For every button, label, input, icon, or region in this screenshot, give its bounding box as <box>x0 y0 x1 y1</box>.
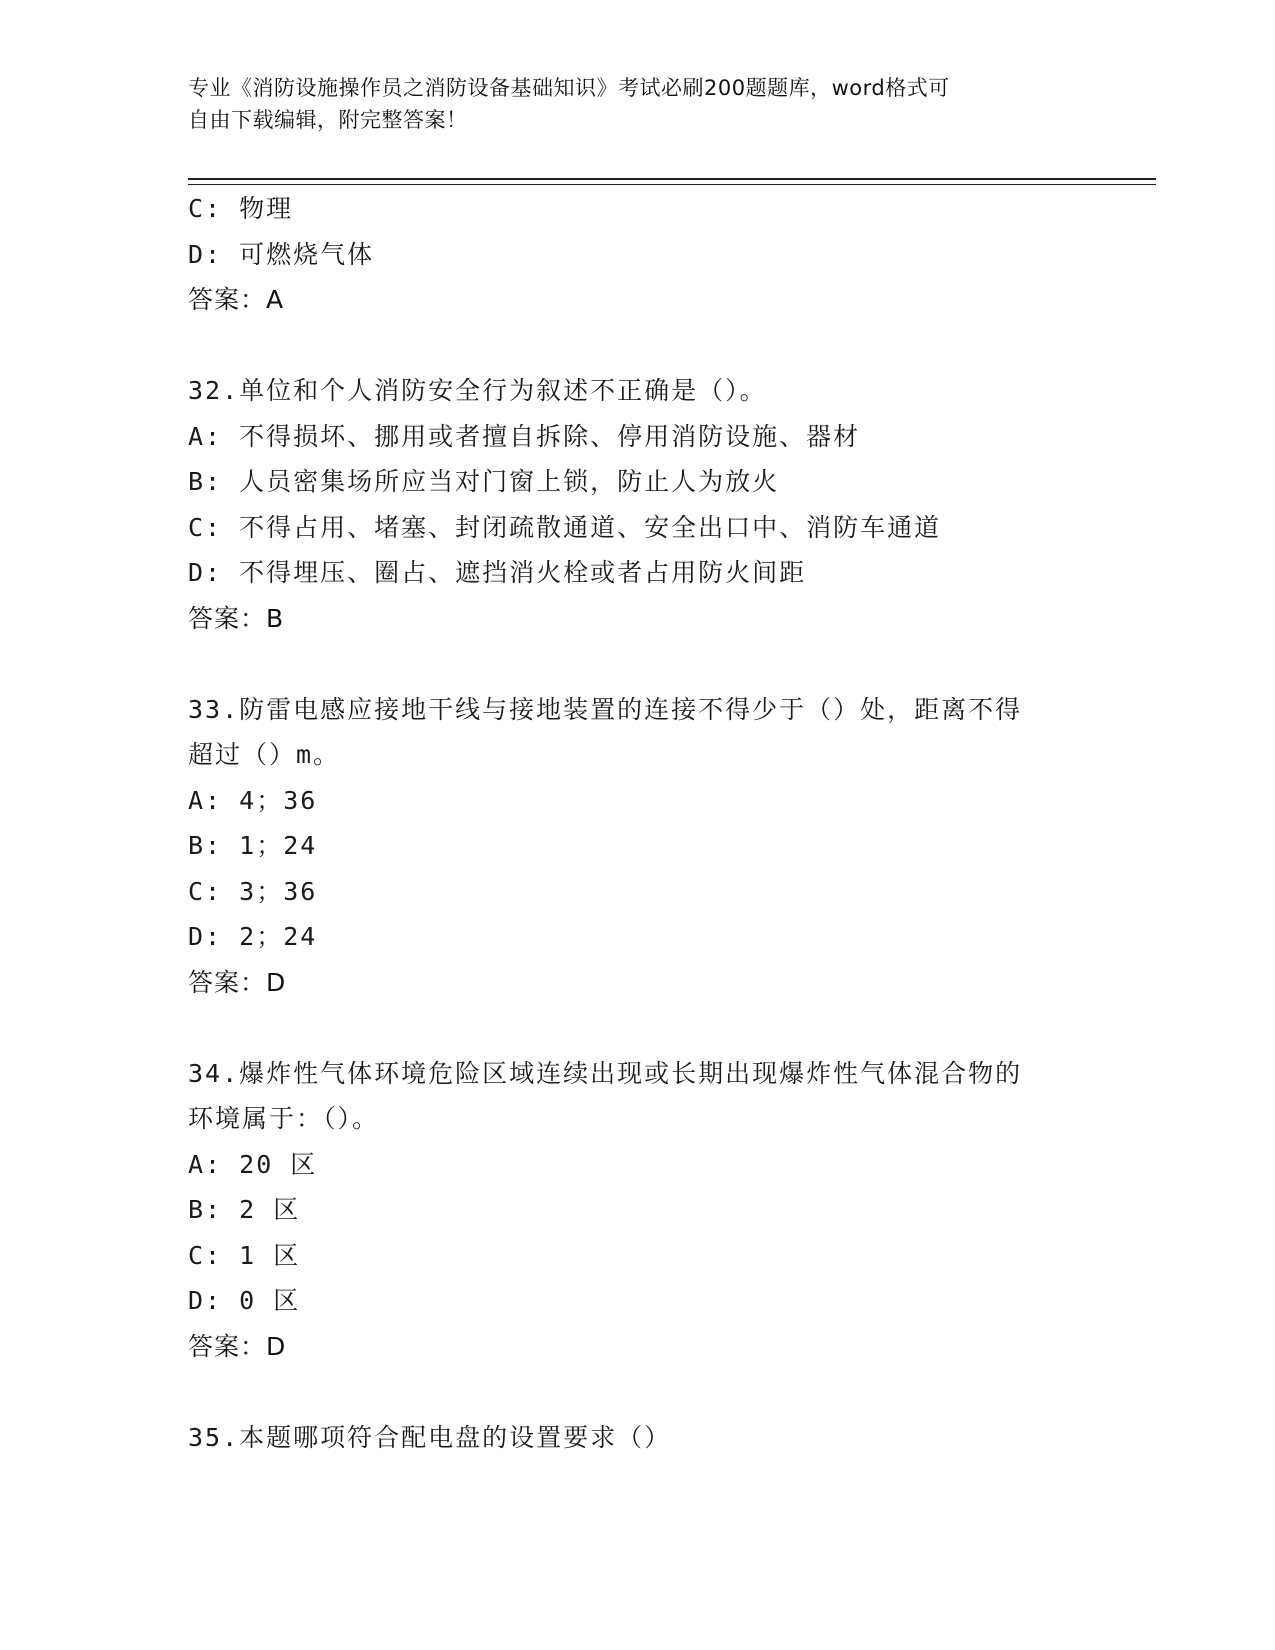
question-34 <box>188 1051 1088 1370</box>
document-header <box>188 72 1068 136</box>
spacer <box>188 1005 1088 1051</box>
question-stem-continued: 超过（）m。 <box>188 740 341 769</box>
answer-line: 答案：D <box>188 1331 287 1361</box>
option-c: C: 物理 <box>188 194 294 223</box>
option-d: D: 2；24 <box>188 922 318 951</box>
question-stem: 32.单位和个人消防安全行为叙述不正确是（）。 <box>188 376 767 405</box>
question-35 <box>188 1415 1088 1461</box>
answer-line: 答案：B <box>188 603 285 633</box>
question-stem: 33.防雷电感应接地干线与接地装置的连接不得少于（）处，距离不得 <box>188 694 1023 724</box>
question-32 <box>188 368 1088 641</box>
option-c: C: 1 区 <box>188 1240 301 1270</box>
question-33 <box>188 687 1088 1006</box>
spacer <box>188 1369 1088 1415</box>
header-line-1: 专业《消防设施操作员之消防设备基础知识》考试必刷200题题库，word格式可 <box>188 76 950 100</box>
option-b: B: 2 区 <box>188 1195 301 1224</box>
question-stem: 35.本题哪项符合配电盘的设置要求（） <box>188 1422 672 1452</box>
option-d: D: 可燃烧气体 <box>188 239 375 269</box>
option-a: A: 20 区 <box>188 1149 318 1179</box>
option-c: C: 3；36 <box>188 876 318 906</box>
option-a: A: 不得损坏、挪用或者擅自拆除、停用消防设施、器材 <box>188 421 861 451</box>
answer-line: 答案：D <box>188 967 287 997</box>
question-stem: 34.爆炸性气体环境危险区域连续出现或长期出现爆炸性气体混合物的 <box>188 1058 1023 1088</box>
answer-line: 答案：A <box>188 285 285 314</box>
question-stem-continued: 环境属于：（）。 <box>188 1104 380 1133</box>
spacer <box>188 323 1088 369</box>
option-c: C: 不得占用、堵塞、封闭疏散通道、安全出口中、消防车通道 <box>188 512 942 542</box>
option-d: D: 0 区 <box>188 1286 301 1315</box>
option-d: D: 不得埋压、圈占、遮挡消火栓或者占用防火间距 <box>188 558 807 587</box>
spacer <box>188 641 1088 687</box>
question-list <box>188 186 1088 1460</box>
header-divider-thin <box>188 184 1156 185</box>
option-b: B: 1；24 <box>188 831 318 860</box>
option-b: B: 人员密集场所应当对门窗上锁，防止人为放火 <box>188 467 780 496</box>
option-a: A: 4；36 <box>188 785 318 815</box>
header-divider-thick <box>188 178 1156 180</box>
header-line-2: 自由下载编辑，附完整答案！ <box>188 108 468 132</box>
